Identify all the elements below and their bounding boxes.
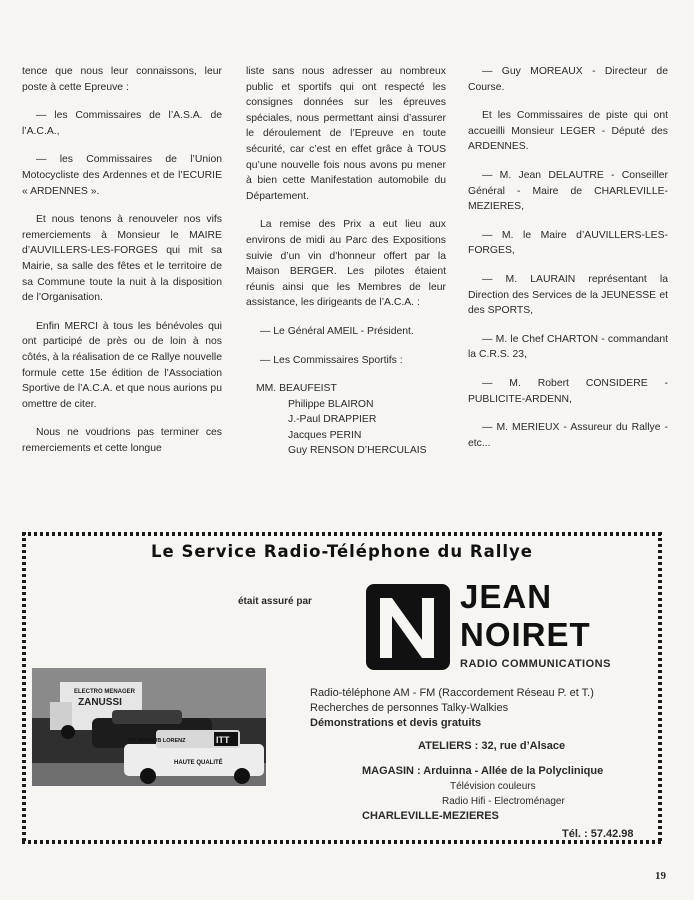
dotted-border-top [22,532,662,536]
ad-provided-by: était assuré par [238,596,312,607]
paragraph: — M. Jean DELAUTRE - Conseiller Général - Maire de CHARLEVILLE-MEZIERES, [468,169,668,213]
paragraph: — M. Robert CONSIDERE - PUBLICITE-ARDENN, [468,377,668,405]
paragraph: — M. MERIEUX - Assureur du Rallye - etc... [468,422,668,449]
ad-line: Télévision couleurs [450,781,536,792]
paragraph: Et les Commissaires de piste qui ont accueilli Monsieur LEGER - Député des ARDENNES. [468,110,668,153]
text-column-1 [22,64,222,469]
brand-name [460,578,591,654]
paragraph: Et nous tenons à renouveler nos vifs remerciements à Monsieur le MAIRE d’AUVILLERS-LES-FORGES qui mit sa Mairie, sa salle des fêtes et le territoire de sa Commune toute la nuit à la disposition de l’Organisation. [22,214,222,304]
list-item: Guy RENSON D’HERCULAIS [288,445,427,457]
dotted-border-left [22,532,26,844]
paragraph: liste sans nous adresser au nombreux public et sportifs qui ont respecté les consignes données sur les épreuves spéciales, nous permettant ainsi d’assurer le déroulement de l’Epreuve en toute sécurité, car c’est en effet grâce à TOUS qu’une nouvelle fois nous avons pu mener à bien cette Manifestation automobile du Département. [246,66,446,202]
brand-name-line1: JEAN [460,578,553,615]
paragraph: — M. le Maire d’AUVILLERS-LES-FORGES, [468,229,668,257]
ad-line: Radio-téléphone AM - FM (Raccordement Réseau P. et T.) [310,687,594,699]
ad-headline: Le Service Radio-Téléphone du Rallye [151,542,533,561]
text-column-3 [468,64,668,464]
page-number: 19 [655,870,666,882]
brand-subtitle: RADIO COMMUNICATIONS [460,658,611,670]
list-item: MM. BEAUFEIST [256,383,337,395]
phone-number: Tél. : 57.42.98 [562,828,634,840]
commissaires-list [246,381,446,459]
paragraph: Enfin MERCI à tous les bénévoles qui ont participé de près ou de loin à nos côtés, à la réalisation de ce Rallye nouvelle formule cette 15e édition de l’Association Sportive de l’A.C.A. et que nous aurions pu omettre de citer. [22,320,222,410]
cars-photo [32,668,266,786]
paragraph: — les Commissaires de l’A.S.A. de l’A.C.A., [22,110,222,137]
paragraph: — Les Commissaires Sportifs : [260,354,403,366]
advertisement-box [22,532,662,844]
ad-line: Démonstrations et devis gratuits [310,717,482,729]
photo-label: HAUTE QUALITÉ [174,760,223,766]
brand-name-line2: NOIRET [460,616,591,653]
ad-line: CHARLEVILLE-MEZIERES [362,810,499,822]
list-item: J.-Paul DRAPPIER [288,414,377,426]
paragraph: — Le Général AMEIL - Président. [260,325,414,337]
list-item: Jacques PERIN [288,429,362,441]
ad-line: MAGASIN : Arduinna - Allée de la Polyclinique [362,765,604,777]
ad-details [310,686,660,824]
paragraph: — M. le Chef CHARTON - commandant la C.R.S. 23, [468,333,668,361]
photo-label: ITT [216,735,230,745]
paragraph: La remise des Prix a eut lieu aux environs de midi au Parc des Expositions suivie d’un vin d’honneur offert par la Maison BERGER. Les pilotes étaient réunis ainsi que les Membres de leur assistance, les dirigeants de l’A.C.A. : [246,219,446,309]
text-column-2 [246,64,446,459]
ad-line: ATELIERS : 32, rue d’Alsace [418,740,566,752]
paragraph: Nous ne voudrions pas terminer ces remerciements et cette longue [22,427,222,454]
ad-line: Radio Hifi - Electroménager [442,796,565,807]
photo-label: ZANUSSI [78,697,122,708]
photo-label: ELECTRO MENAGER [74,689,136,695]
paragraph: tence que nous leur connaissons, leur poste à cette Epreuve : [22,66,222,93]
list-item: Philippe BLAIRON [288,398,374,410]
dotted-border-bottom [22,840,662,844]
paragraph: — les Commissaires de l’Union Motocycliste des Ardennes et de l’ECURIE « ARDENNES ». [22,154,222,197]
ad-line: Recherches de personnes Talky-Walkies [310,702,509,714]
paragraph: — M. LAURAIN représentant la Direction des Services de la JEUNESSE et des SPORTS, [468,273,668,317]
paragraph: — Guy MOREAUX - Directeur de Course. [468,66,668,93]
photo-label: ITT SCHAUB LORENZ [128,738,186,744]
noiret-logo-icon [366,584,450,670]
